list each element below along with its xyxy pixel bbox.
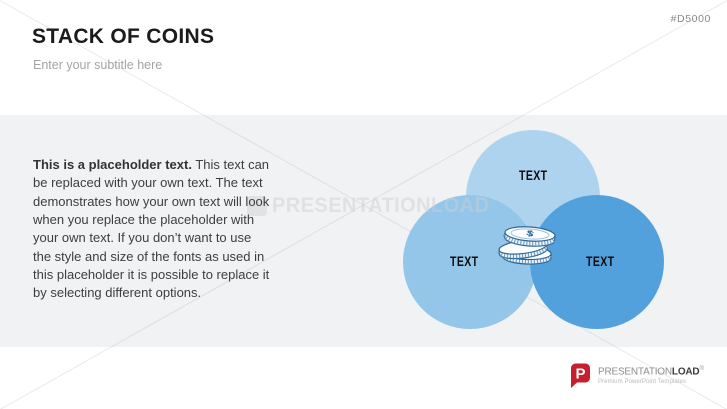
venn-label-text: TEXT xyxy=(585,254,615,269)
body-placeholder-text[interactable] xyxy=(33,156,269,303)
body-line: this placeholder it is possible to replace it xyxy=(33,267,270,283)
brand-name-load: LOAD xyxy=(671,366,700,378)
body-line-rest: This text can xyxy=(191,157,270,172)
brand-name xyxy=(598,366,704,377)
presentationload-logo-icon xyxy=(569,362,592,388)
venn-label-text: TEXT xyxy=(518,168,548,183)
watermark-text: PRESENTATIONLOAD xyxy=(272,194,490,217)
body-line: demonstrates how your own text will look xyxy=(33,193,270,209)
body-line: your own text. If you don’t want to use xyxy=(33,230,252,246)
slide-subtitle[interactable]: Enter your subtitle here xyxy=(33,58,163,72)
brand-tagline: Premium PowerPoint Templates xyxy=(598,378,687,385)
venn-label-top[interactable] xyxy=(466,168,600,183)
dollar-sign-glyph: $ xyxy=(524,228,536,240)
body-line xyxy=(33,156,269,174)
slide-title[interactable]: STACK OF COINS xyxy=(32,25,215,48)
body-line: the style and size of the fonts as used in xyxy=(33,248,265,264)
registered-mark: ® xyxy=(699,366,704,372)
body-line: when you replace the placeholder with xyxy=(33,212,255,228)
body-lead-bold: This is a placeholder text. xyxy=(33,157,192,172)
coin-stack-icon xyxy=(497,222,560,265)
venn-label-text: TEXT xyxy=(449,254,479,269)
brand-name-presentation: PRESENTATION xyxy=(598,366,672,378)
brand-text-block xyxy=(598,362,704,385)
logo-letter: P xyxy=(575,365,586,383)
body-line: by selecting different options. xyxy=(33,285,202,301)
presentationload-logo[interactable] xyxy=(569,362,704,388)
body-line: be replaced with your own text. The text xyxy=(33,175,263,191)
template-code: #D5000 xyxy=(670,13,711,25)
